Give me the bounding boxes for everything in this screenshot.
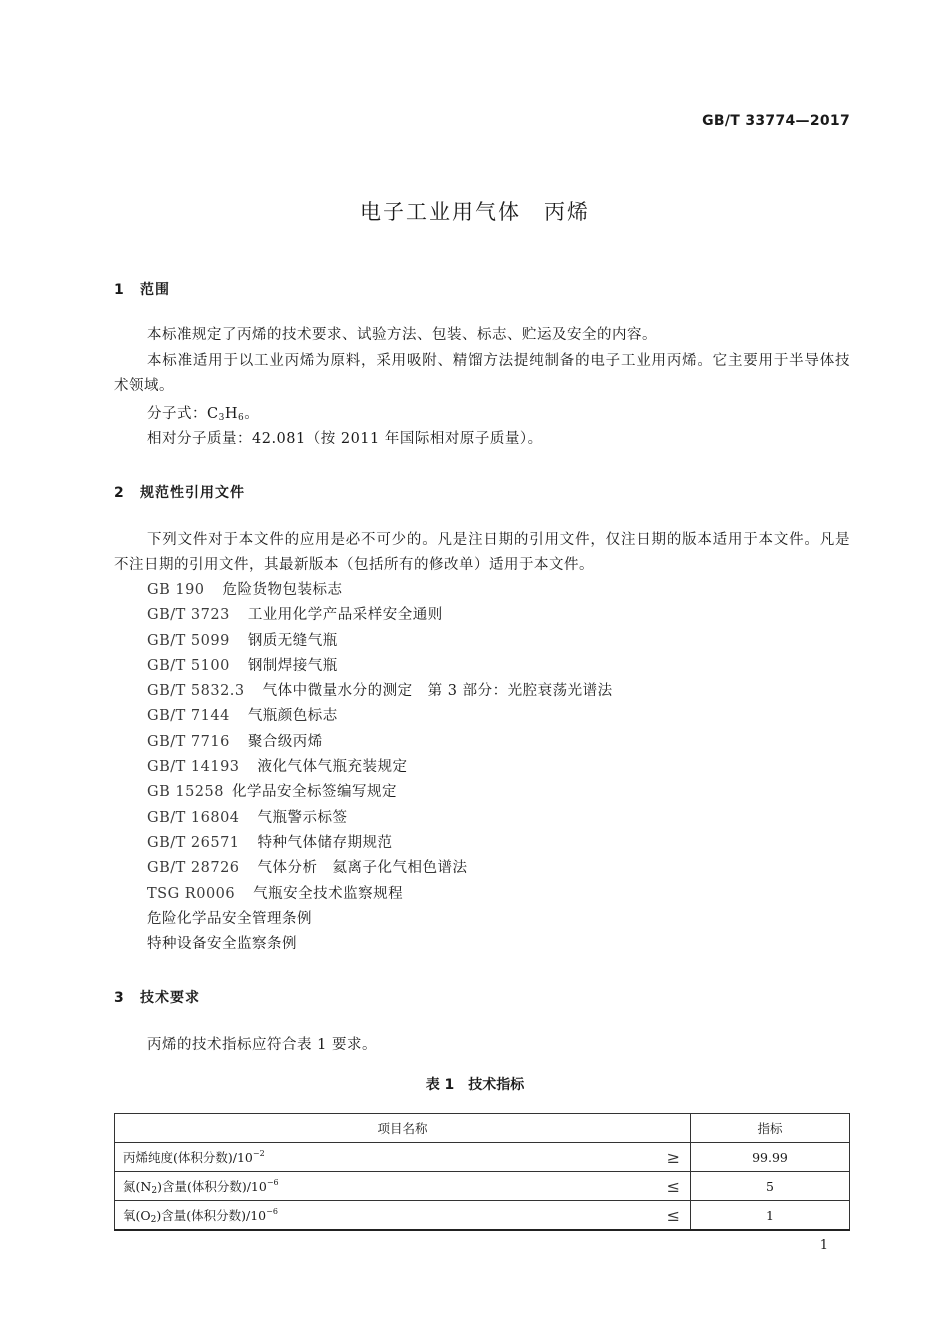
- reference-title: 危险化学品安全管理条例: [147, 910, 312, 927]
- standard-code: GB/T 33774—2017: [702, 113, 850, 129]
- page-number: 1: [819, 1238, 828, 1253]
- reference-title: 气瓶安全技术监察规程: [253, 885, 404, 902]
- table-row: [115, 1143, 850, 1172]
- item-subscript: 2: [151, 1185, 158, 1196]
- reference-code: GB/T 5099: [147, 632, 230, 649]
- table-header-row: [115, 1114, 850, 1143]
- reference-code: GB/T 3723: [147, 607, 230, 624]
- reference-code: GB/T 5100: [147, 657, 230, 674]
- item-name-text: )含量(体积分数)/10: [157, 1178, 267, 1194]
- comparison-operator: ≥: [666, 1147, 680, 1167]
- reference-item: [147, 704, 613, 729]
- reference-code: GB/T 26571: [147, 834, 240, 851]
- item-value: 1: [690, 1201, 849, 1231]
- comparison-operator: ≤: [666, 1176, 680, 1196]
- reference-item: [147, 882, 613, 907]
- reference-item: [147, 780, 613, 805]
- reference-code: GB/T 5832.3: [147, 683, 245, 700]
- reference-item: [147, 831, 613, 856]
- table-row: [115, 1201, 850, 1231]
- reference-code: GB/T 7716: [147, 733, 230, 750]
- section-2-heading: [114, 482, 245, 502]
- item-name: [123, 1148, 265, 1166]
- item-name: [123, 1206, 278, 1225]
- item-value: 99.99: [690, 1143, 849, 1172]
- column-header-item: 项目名称: [115, 1114, 691, 1143]
- reference-item: [147, 730, 613, 755]
- reference-title: 危险货物包装标志: [222, 582, 343, 598]
- reference-code: GB 15258: [147, 784, 224, 801]
- reference-title: 钢制焊接气瓶: [247, 657, 338, 674]
- reference-item: [147, 907, 613, 932]
- requirements-intro: 丙烯的技术指标应符合表 1 要求。: [147, 1037, 377, 1053]
- formula-end: 。: [244, 406, 260, 422]
- section-1-title: 范围: [140, 282, 170, 298]
- reference-title: 气瓶颜色标志: [247, 708, 338, 725]
- item-exponent: −6: [266, 1177, 279, 1187]
- reference-title: 化学品安全标签编写规定: [231, 784, 397, 801]
- section-3-title: 技术要求: [140, 990, 200, 1006]
- table-row: [115, 1172, 850, 1201]
- reference-code: TSG R0006: [147, 885, 236, 902]
- item-name-text: 氧(O: [123, 1207, 151, 1223]
- item-exponent: −6: [266, 1206, 278, 1216]
- document-title: 电子工业用气体 丙烯: [360, 200, 590, 224]
- reference-item: [147, 806, 613, 831]
- reference-title: 聚合级丙烯: [247, 733, 323, 750]
- section-3-heading: [114, 987, 200, 1007]
- column-header-value: 指标: [690, 1114, 849, 1143]
- item-name: [123, 1177, 279, 1196]
- item-name-text: )含量(体积分数)/10: [156, 1207, 267, 1223]
- reference-title: 工业用化学产品采样安全通则: [247, 607, 443, 624]
- reference-item: [147, 603, 613, 628]
- reference-code: GB 190: [147, 582, 205, 598]
- reference-code: GB/T 7144: [147, 708, 230, 725]
- formula-carbon-sub: 3: [218, 413, 225, 423]
- item-value: 5: [690, 1172, 849, 1201]
- reference-item: [147, 755, 613, 780]
- reference-item: [147, 629, 613, 654]
- section-1-number: 1: [114, 282, 125, 298]
- reference-title: 特种气体储存期规范: [257, 834, 393, 851]
- item-name-text: 丙烯纯度(体积分数)/10: [123, 1150, 253, 1165]
- formula-hydrogen-sub: 6: [238, 413, 245, 423]
- formula-hydrogen: H: [224, 406, 238, 422]
- item-name-text: 氮(N: [123, 1178, 152, 1194]
- reference-title: 气体中微量水分的测定 第 3 部分：光腔衰荡光谱法: [262, 683, 613, 700]
- reference-item: [147, 856, 613, 881]
- formula-carbon: C: [207, 406, 219, 422]
- section-1-heading: [114, 279, 170, 299]
- reference-title: 气体分析 氦离子化气相色谱法: [257, 860, 468, 877]
- technical-spec-table: [114, 1113, 850, 1231]
- section-2-number: 2: [114, 485, 125, 501]
- reference-code: GB/T 14193: [147, 759, 240, 776]
- comparison-operator: ≤: [666, 1205, 680, 1225]
- reference-item: [147, 679, 613, 704]
- reference-code: GB/T 16804: [147, 809, 240, 826]
- reference-list: [147, 578, 613, 957]
- scope-paragraph-1: 本标准规定了丙烯的技术要求、试验方法、包装、标志、贮运及安全的内容。: [147, 327, 657, 343]
- molecular-mass: 相对分子质量：42.081（按 2011 年国际相对原子质量）。: [147, 431, 543, 447]
- reference-title: 液化气体气瓶充装规定: [257, 759, 408, 776]
- reference-title: 特种设备安全监察条例: [147, 936, 297, 953]
- section-2-title: 规范性引用文件: [140, 485, 245, 501]
- item-subscript: 2: [150, 1214, 157, 1225]
- references-intro: 下列文件对于本文件的应用是必不可少的。凡是注日期的引用文件，仅注日期的版本适用于本文件。凡是不注日期的引用文件，其最新版本（包括所有的修改单）适用于本文件。: [114, 532, 850, 573]
- reference-item: [147, 578, 613, 603]
- formula-label: 分子式：: [147, 406, 207, 422]
- reference-item: [147, 654, 613, 679]
- reference-title: 钢质无缝气瓶: [247, 632, 338, 649]
- scope-paragraph-2: 本标准适用于以工业丙烯为原料，采用吸附、精馏方法提纯制备的电子工业用丙烯。它主要用于半导体技术领域。: [114, 353, 850, 394]
- reference-title: 气瓶警示标签: [257, 809, 348, 826]
- reference-code: GB/T 28726: [147, 860, 240, 877]
- section-3-number: 3: [114, 990, 125, 1006]
- reference-item: [147, 932, 613, 957]
- table-caption: 表 1 技术指标: [425, 1077, 525, 1093]
- item-exponent: −2: [252, 1149, 265, 1158]
